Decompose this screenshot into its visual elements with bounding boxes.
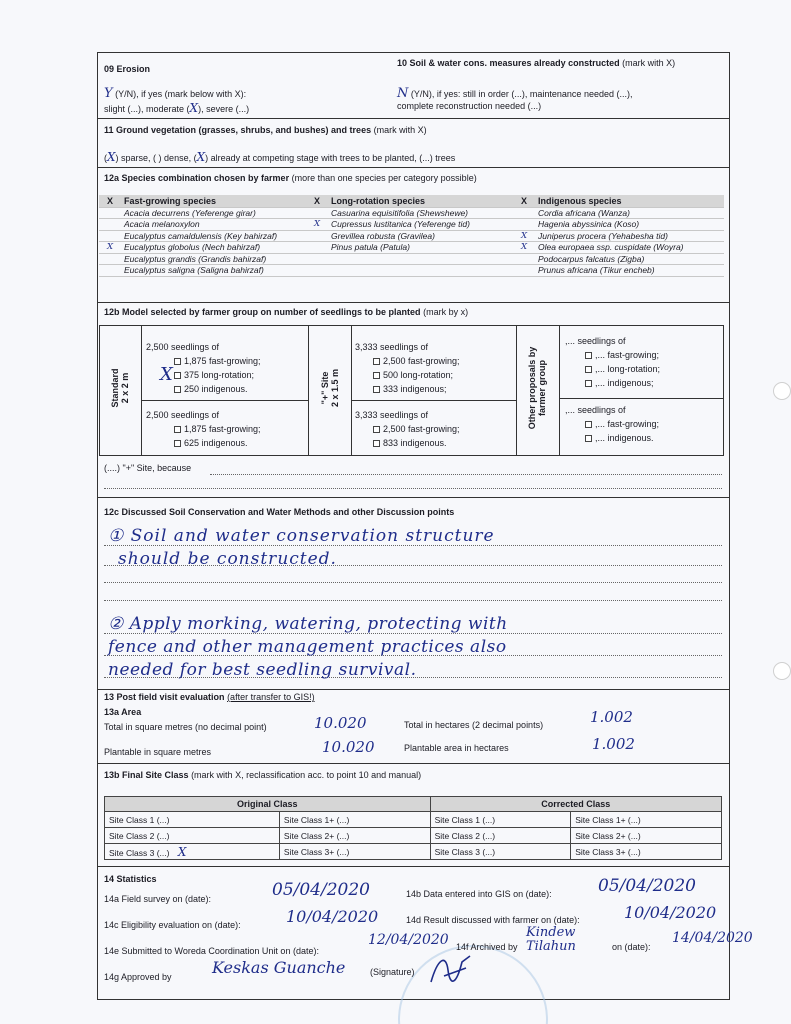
model-standard-label: Standard 2 x 2 m — [110, 368, 130, 408]
plantable-ha-value: 1.002 — [592, 735, 635, 753]
checkbox[interactable] — [373, 386, 380, 393]
model-other-label: Other proposals by farmer group — [527, 346, 547, 430]
species-table-header: X Fast-growing species X Long-rotation species X Indigenous species — [99, 195, 724, 207]
model-mark: X — [160, 364, 173, 385]
checkbox[interactable] — [373, 426, 380, 433]
checkbox[interactable] — [174, 358, 181, 365]
archived-label: 14f Archived by — [456, 942, 518, 952]
model-standard-option-2: 2,500 seedlings of 1,875 fast-growing; 625 indigenous. — [146, 410, 261, 448]
checkbox[interactable] — [373, 440, 380, 447]
discussion-line-5: needed for best seedling survival. — [108, 660, 417, 680]
checkbox[interactable] — [585, 352, 592, 359]
corrected-class-header: Corrected Class — [430, 797, 721, 812]
species-row: Eucalyptus grandis (Grandis bahirzaf) Podocarpus falcatus (Zigba) — [99, 253, 724, 265]
species-table — [99, 195, 724, 277]
species-heading: 12a Species combination chosen by farmer (more than one species per category possible) — [104, 173, 477, 183]
ground-veg-mark-competing: X — [196, 150, 206, 164]
species-row: Eucalyptus camaldulensis (Key bahirzaf) Grevillea robusta (Gravilea) X Juniperus procera (Yehabesha tid) — [99, 230, 724, 242]
punch-hole — [773, 662, 791, 680]
total-ha-value: 1.002 — [590, 708, 633, 726]
discussion-line-4: fence and other management practices also — [108, 637, 507, 657]
erosion-answer: Y — [104, 86, 113, 101]
result-discussed-date: 10/04/2020 — [624, 903, 717, 922]
soil-water-answer: N — [397, 86, 409, 101]
total-ha-label: Total in hectares (2 decimal points) — [404, 720, 544, 730]
field-survey-label: 14a Field survey on (date): — [104, 894, 212, 904]
model-other-option-1: ,... seedlings of ,... fast-growing; ,... long-rotation; ,... indigenous; — [565, 336, 661, 388]
post-field-heading: 13 Post field visit evaluation (after transfer to GIS!) — [104, 692, 315, 702]
checkbox[interactable] — [174, 386, 181, 393]
checkbox[interactable] — [585, 380, 592, 387]
eligibility-date: 10/04/2020 — [286, 907, 379, 926]
gis-entry-label: 14b Data entered into GIS on (date): — [406, 889, 552, 899]
stats-heading: 14 Statistics — [104, 874, 157, 884]
soil-water-line1: N (Y/N), if yes: still in order (...), maintenance needed (...), — [397, 86, 633, 101]
species-row: Acacia melanoxylon X Cupressus lustitanica (Yeferenge tid) Hagenia abyssinica (Koso) — [99, 219, 724, 231]
checkbox[interactable] — [585, 366, 592, 373]
soil-water-line2: complete reconstruction needed (...) — [397, 101, 542, 111]
model-plus-option-1: 3,333 seedlings of 2,500 fast-growing; 500 long-rotation; 333 indigenous; — [355, 342, 460, 394]
archived-by: Kindew Tilahun — [526, 925, 576, 954]
signature-label: (Signature) — [370, 967, 415, 977]
site-class-heading: 13b Final Site Class (mark with X, reclassification acc. to point 10 and manual) — [104, 770, 422, 780]
model-other-option-2: ,... seedlings of ,... fast-growing; ,... indigenous. — [565, 405, 660, 443]
checkbox[interactable] — [174, 372, 181, 379]
site-class-table — [104, 796, 722, 860]
model-heading: 12b Model selected by farmer group on number of seedlings to be planted (mark by x) — [104, 307, 469, 317]
checkbox[interactable] — [174, 440, 181, 447]
erosion-line1: Y (Y/N), if yes (mark below with X): — [104, 86, 247, 101]
total-sqm-value: 10.020 — [314, 714, 367, 732]
species-row: Eucalyptus saligna (Saligna bahirzaf) Prunus africana (Tikur encheb) — [99, 265, 724, 277]
erosion-mark: X — [189, 101, 199, 115]
checkbox[interactable] — [585, 421, 592, 428]
discussion-line-2: should be constructed. — [118, 549, 337, 569]
model-plus-label: "+" Site 2 x 1.5 m — [320, 368, 340, 408]
archived-date: 14/04/2020 — [672, 930, 753, 946]
approved-by: Keskas Guanche — [212, 958, 346, 977]
plantable-ha-label: Plantable area in hectares — [404, 743, 509, 753]
discussion-line-1: ① Soil and water conservation structure — [108, 526, 495, 546]
checkbox[interactable] — [373, 358, 380, 365]
species-row: Acacia decurrens (Yeferenge girar) Casuarina equisitifolia (Shewshewe) Cordia africana (Wanza) — [99, 207, 724, 219]
archived-date-label: on (date): — [612, 942, 651, 952]
approved-label: 14g Approved by — [104, 972, 172, 982]
submitted-date: 12/04/2020 — [368, 932, 449, 948]
discussion-line-3: ② Apply morking, watering, protecting with — [108, 614, 508, 634]
ground-veg-heading: 11 Ground vegetation (grasses, shrubs, and bushes) and trees (mark with X) — [104, 125, 427, 135]
plantable-sqm-value: 10.020 — [322, 738, 375, 756]
submitted-label: 14e Submitted to Woreda Coordination Unit on (date): — [104, 946, 319, 956]
result-discussed-label: 14d Result discussed with farmer on (date): — [406, 915, 580, 925]
model-plus-because: (....) "+" Site, because — [104, 463, 192, 473]
plantable-sqm-label: Plantable in square metres — [104, 747, 212, 757]
model-plus-option-2: 3,333 seedlings of 2,500 fast-growing; 833 indigenous. — [355, 410, 460, 448]
original-class-header: Original Class — [105, 797, 431, 812]
species-row: X Eucalyptus globolus (Nech bahirzaf) Pinus patula (Patula) X Olea europaea ssp. cuspidate (Woyra) — [99, 242, 724, 254]
checkbox[interactable] — [373, 372, 380, 379]
total-sqm-label: Total in square metres (no decimal point) — [104, 722, 267, 732]
model-standard-option-1: 2,500 seedlings of 1,875 fast-growing; 375 long-rotation; 250 indigenous. — [146, 342, 261, 394]
soil-water-heading: 10 Soil & water cons. measures already constructed (mark with X) — [397, 58, 676, 68]
punch-hole — [773, 382, 791, 400]
erosion-line2: slight (...), moderate (X), severe (...) — [104, 101, 250, 115]
gis-entry-date: 05/04/2020 — [598, 876, 696, 896]
table-row: Site Class 1 (...) Site Class 1+ (...) Site Class 1 (...) Site Class 1+ (...) — [105, 812, 722, 828]
table-row: Site Class 3 (...) X Site Class 3+ (...) Site Class 3 (...) Site Class 3+ (...) — [105, 844, 722, 860]
area-heading: 13a Area — [104, 707, 142, 717]
ground-veg-mark-sparse: X — [107, 150, 116, 164]
table-row: Site Class 2 (...) Site Class 2+ (...) Site Class 2 (...) Site Class 2+ (...) — [105, 828, 722, 844]
eligibility-label: 14c Eligibility evaluation on (date): — [104, 920, 241, 930]
signature-mark — [426, 950, 476, 990]
ground-veg-line: (X) sparse, ( ) dense, (X) already at competing stage with trees to be planted, (...) trees — [104, 150, 456, 164]
site-class-mark: X — [177, 844, 187, 859]
checkbox[interactable] — [585, 435, 592, 442]
erosion-heading: 09 Erosion — [104, 64, 151, 74]
discussion-heading: 12c Discussed Soil Conservation and Water Methods and other Discussion points — [104, 507, 455, 517]
field-survey-date: 05/04/2020 — [272, 880, 370, 900]
checkbox[interactable] — [174, 426, 181, 433]
